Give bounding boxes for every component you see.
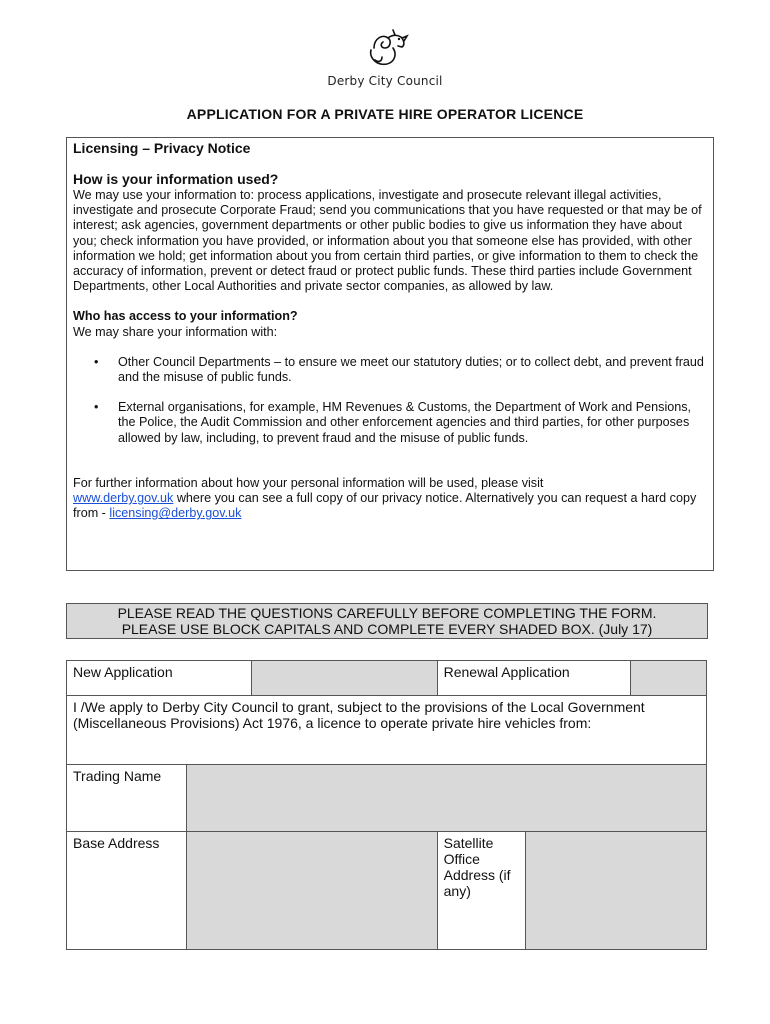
list-item: • Other Council Departments – to ensure we meet our statutory duties; or to collect debt, and prevent fraud and the misuse of public funds. [94, 355, 707, 385]
further-info-middle: where you can see a full copy of our privacy notice. Alternatively you can request a hard copy from - [73, 491, 697, 521]
council-name: Derby City Council [327, 74, 443, 88]
council-logo [0, 26, 770, 88]
who-access-intro: We may share your information with: [73, 324, 278, 339]
who-access-heading: Who has access to your information? [73, 309, 298, 324]
satellite-address-label: Satellite Office Address (if any) [437, 832, 525, 950]
further-info-intro: For further information about how your personal information will be used, please visit [73, 475, 544, 490]
trading-name-field[interactable] [186, 765, 706, 832]
satellite-address-field[interactable] [525, 832, 706, 950]
base-address-label: Base Address [67, 832, 187, 950]
further-info-text [73, 476, 707, 522]
derby-ram-logo-icon [355, 26, 415, 72]
sharing-list [73, 355, 707, 446]
website-link[interactable]: www.derby.gov.uk [73, 491, 174, 506]
renewal-application-field[interactable] [631, 661, 707, 696]
instructions-banner [66, 603, 708, 639]
privacy-notice-box [66, 137, 714, 571]
list-item: • External organisations, for example, HM Revenues & Customs, the Department of Work and Pensions, the Police, the Audit Commission and other enforcement agencies and third parties, for other purposes allowed by law, including, to prevent fraud and the misuse of public funds. [94, 400, 707, 446]
application-form-table [66, 660, 707, 950]
instructions-line-2: PLEASE USE BLOCK CAPITALS AND COMPLETE EVERY SHADED BOX. (July 17) [121, 621, 653, 637]
new-application-field[interactable] [251, 661, 437, 696]
application-statement: I /We apply to Derby City Council to grant, subject to the provisions of the Local Government (Miscellaneous Provisions) Act 1976, a licence to operate private hire vehicles from: [67, 696, 707, 765]
instructions-line-1: PLEASE READ THE QUESTIONS CAREFULLY BEFORE COMPLETING THE FORM. [117, 605, 657, 621]
email-link[interactable]: licensing@derby.gov.uk [109, 506, 242, 521]
how-used-heading: How is your information used? [73, 171, 279, 187]
renewal-application-label: Renewal Application [437, 661, 631, 696]
page-title: APPLICATION FOR A PRIVATE HIRE OPERATOR LICENCE [186, 106, 584, 122]
how-used-text: We may use your information to: process applications, investigate and prosecute relevant illegal activities, investigate and prosecute Corporate Fraud; send you communications that you have requested or that may be of interest; ask agencies, government departments or other public bodies to give us information they have about you; check information you have provided, or information about you that someone else has provided, with other information we hold; get information about you from certain third parties, or give information to them to check the accuracy of information, prevent or detect fraud or protect public funds. These third parties include Government Departments, other Local Authorities and private sector companies, as allowed by law. [73, 188, 702, 294]
trading-name-label: Trading Name [67, 765, 187, 832]
privacy-notice-title: Licensing – Privacy Notice [73, 140, 251, 156]
base-address-field[interactable] [186, 832, 437, 950]
new-application-label: New Application [67, 661, 252, 696]
